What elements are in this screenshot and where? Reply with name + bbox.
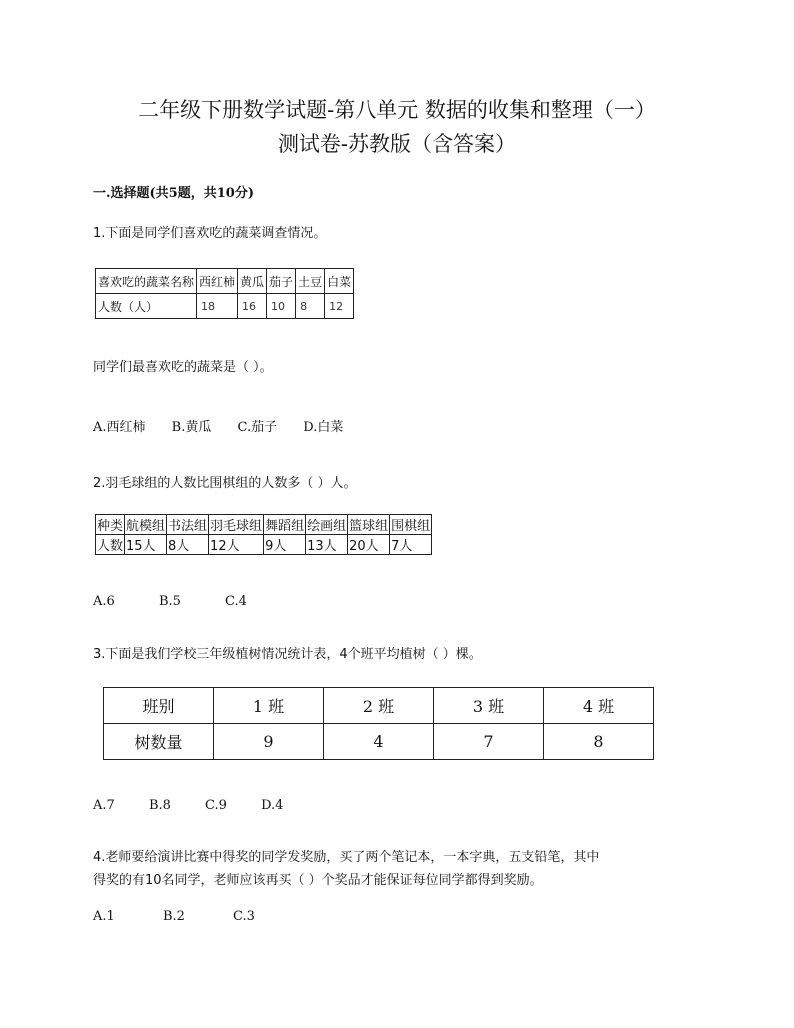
table-cell: 3 班 bbox=[434, 688, 544, 724]
table-cell: 种类 bbox=[96, 515, 125, 535]
table-row bbox=[96, 535, 432, 555]
table-cell: 12人 bbox=[209, 535, 264, 555]
table-cell: 喜欢吃的蔬菜名称 bbox=[96, 269, 197, 294]
table-row bbox=[96, 294, 354, 319]
question-3-text: 3.下面是我们学校三年级植树情况统计表，4个班平均植树（ ）棵。 bbox=[93, 647, 482, 662]
table-cell: 绘画组 bbox=[306, 515, 348, 535]
table-row bbox=[96, 269, 354, 294]
question-2-text: 2.羽毛球组的人数比围棋组的人数多（ ）人。 bbox=[93, 476, 357, 491]
option-b: B.8 bbox=[148, 798, 171, 813]
table-cell: 土豆 bbox=[296, 269, 325, 294]
table-cell: 围棋组 bbox=[390, 515, 432, 535]
vegetable-table bbox=[95, 268, 354, 319]
table-cell: 7 bbox=[434, 724, 544, 760]
question-4-line-2: 得奖的有10名同学，老师应该再买（ ）个奖品才能保证每位同学都得到奖励。 bbox=[93, 873, 543, 888]
table-cell: 20人 bbox=[348, 535, 390, 555]
option-a: A.1 bbox=[93, 909, 115, 924]
option-b: B.2 bbox=[162, 909, 185, 924]
table-cell: 12 bbox=[325, 294, 354, 319]
table-cell: 15人 bbox=[125, 535, 167, 555]
table-cell: 2 班 bbox=[324, 688, 434, 724]
question-1-prompt: 同学们最喜欢吃的蔬菜是（ ）。 bbox=[93, 360, 273, 375]
option-b: B.黄瓜 bbox=[171, 420, 212, 435]
option-c: C.4 bbox=[225, 594, 247, 609]
table-cell: 10 bbox=[267, 294, 296, 319]
table-cell: 人数 bbox=[96, 535, 125, 555]
table-cell: 8人 bbox=[167, 535, 209, 555]
table-cell: 班别 bbox=[104, 688, 214, 724]
table-cell: 黄瓜 bbox=[238, 269, 267, 294]
table-cell: 8 bbox=[544, 724, 654, 760]
table-cell: 13人 bbox=[306, 535, 348, 555]
tree-planting-table bbox=[103, 687, 654, 760]
table-cell: 1 班 bbox=[214, 688, 324, 724]
table-cell: 人数（人） bbox=[96, 294, 197, 319]
table-cell: 羽毛球组 bbox=[209, 515, 264, 535]
table-cell: 4 班 bbox=[544, 688, 654, 724]
question-1-text: 1.下面是同学们喜欢吃的蔬菜调查情况。 bbox=[93, 226, 327, 241]
option-c: C.3 bbox=[233, 909, 255, 924]
table-cell: 7人 bbox=[390, 535, 432, 555]
option-a: A.西红柿 bbox=[93, 420, 146, 435]
table-cell: 舞蹈组 bbox=[264, 515, 306, 535]
option-c: C.茄子 bbox=[237, 420, 278, 435]
option-d: D.白菜 bbox=[303, 420, 344, 435]
option-a: A.7 bbox=[93, 798, 115, 813]
table-cell: 茄子 bbox=[267, 269, 296, 294]
section-heading: 一.选择题(共5题，共10分) bbox=[93, 186, 254, 201]
question-1-options bbox=[93, 416, 365, 435]
table-cell: 9人 bbox=[264, 535, 306, 555]
table-cell: 16 bbox=[238, 294, 267, 319]
option-d: D.4 bbox=[261, 798, 284, 813]
title-line-1: 二年级下册数学试题-第八单元 数据的收集和整理（一） bbox=[138, 98, 656, 122]
table-cell: 篮球组 bbox=[348, 515, 390, 535]
table-cell: 4 bbox=[324, 724, 434, 760]
table-cell: 航模组 bbox=[125, 515, 167, 535]
option-a: A.6 bbox=[93, 594, 115, 609]
table-row bbox=[96, 515, 432, 535]
question-4-line-1: 4.老师要给演讲比赛中得奖的同学发奖励，买了两个笔记本，一本字典，五支铅笔，其中 bbox=[93, 850, 600, 865]
group-table bbox=[95, 514, 432, 555]
question-4-options bbox=[93, 909, 277, 924]
table-cell: 18 bbox=[197, 294, 238, 319]
table-row bbox=[104, 688, 654, 724]
table-cell: 白菜 bbox=[325, 269, 354, 294]
table-cell: 9 bbox=[214, 724, 324, 760]
table-row bbox=[104, 724, 654, 760]
title-line-2: 测试卷-苏教版（含答案） bbox=[277, 132, 517, 156]
table-cell: 书法组 bbox=[167, 515, 209, 535]
question-2-options bbox=[93, 594, 269, 609]
table-cell: 树数量 bbox=[104, 724, 214, 760]
question-3-options bbox=[93, 798, 305, 813]
option-c: C.9 bbox=[205, 798, 227, 813]
option-b: B.5 bbox=[158, 594, 181, 609]
table-cell: 8 bbox=[296, 294, 325, 319]
table-cell: 西红柿 bbox=[197, 269, 238, 294]
